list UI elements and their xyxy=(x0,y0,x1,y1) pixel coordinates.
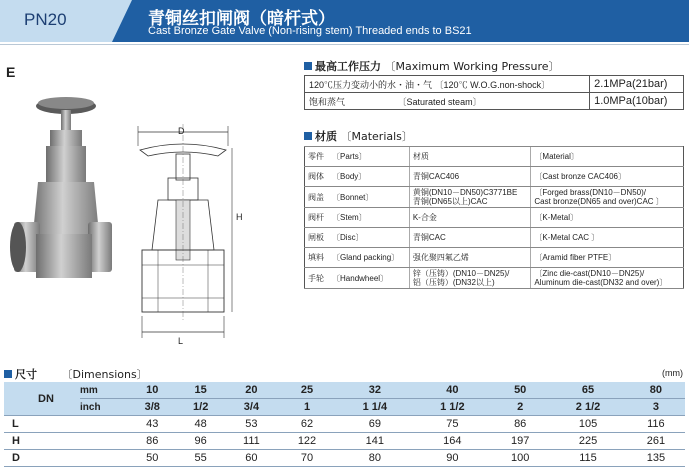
table-row: 120℃压力变动小的水・油・气 〔120℃ W.O.G.non-shock〕 2.1MPa(21bar) xyxy=(305,76,684,93)
page-header xyxy=(0,0,689,42)
table-row: 饱和蒸气 〔Saturated steam〕 1.0MPa(10bar) xyxy=(305,93,684,110)
table-row: 零件 〔Parts〕 材质 〔Material〕 xyxy=(305,147,684,167)
table-row: 闸板 〔Disc〕 青铜CAC 〔K-Metal CAC 〕 xyxy=(305,228,684,248)
materials-table xyxy=(304,146,684,289)
model-tag xyxy=(0,0,112,42)
table-row: inch 3/8 1/2 3/4 1 1 1/4 1 1/2 2 2 1/2 3 xyxy=(4,399,685,416)
section-marker-icon xyxy=(4,370,12,378)
table-row: 阀盖 〔Bonnet〕 黄铜(DN10－DN50)C3771BE 青铜(DN65以上)CAC 〔Forged brass(DN10－DN50)/ Cast bronze(DN65 and over)CAC 〕 xyxy=(305,187,684,208)
valve-drawing xyxy=(128,120,238,350)
tag-wedge xyxy=(112,0,132,42)
title-cn: 青铜丝扣闸阀（暗杆式） xyxy=(148,9,335,29)
table-row: 阀体 〔Body〕 青铜CAC406 〔Cast bronze CAC406〕 xyxy=(305,167,684,187)
dim-h-label: H xyxy=(236,212,243,222)
dimensions-table xyxy=(4,382,685,467)
figure-label: E xyxy=(6,64,16,80)
section-marker-icon xyxy=(304,132,312,140)
pressure-table xyxy=(304,75,684,110)
materials-heading: 材质 〔Materials〕 xyxy=(304,128,413,144)
valve-photo xyxy=(8,84,118,294)
table-row: D 50 55 60 70 80 90 100 115 135 xyxy=(4,450,685,467)
table-row: L 43 48 53 62 69 75 86 105 116 xyxy=(4,416,685,433)
model-label: PN20 xyxy=(24,10,67,29)
table-row: 手轮 〔Handwheel〕 锌（压铸）(DN10－DN25)/ 铝（压铸）(DN32以上) 〔Zinc die-cast(DN10－DN25)/ Aluminum die-cast(DN32 and over)〕 xyxy=(305,268,684,289)
dimensions-heading: 尺寸 〔Dimensions〕 xyxy=(4,366,148,382)
section-marker-icon xyxy=(304,62,312,70)
dim-d-label: D xyxy=(178,126,185,136)
pressure-heading: 最高工作压力 〔Maximum Working Pressure〕 xyxy=(304,58,560,74)
table-row: H 86 96 111 122 141 164 197 225 261 xyxy=(4,433,685,450)
title-en: Cast Bronze Gate Valve (Non-rising stem) Threaded ends to BS21 xyxy=(148,25,472,37)
unit-label: (mm) xyxy=(662,368,683,378)
divider xyxy=(0,44,689,45)
dim-l-label: L xyxy=(178,336,184,346)
table-row: 阀杆 〔Stem〕 K-合金 〔K-Metal〕 xyxy=(305,208,684,228)
table-row: DN mm 10 15 20 25 32 40 50 65 80 xyxy=(4,382,685,399)
table-row: 填料 〔Gland packing〕 强化聚四氟乙烯 〔Aramid fiber PTFE〕 xyxy=(305,248,684,268)
